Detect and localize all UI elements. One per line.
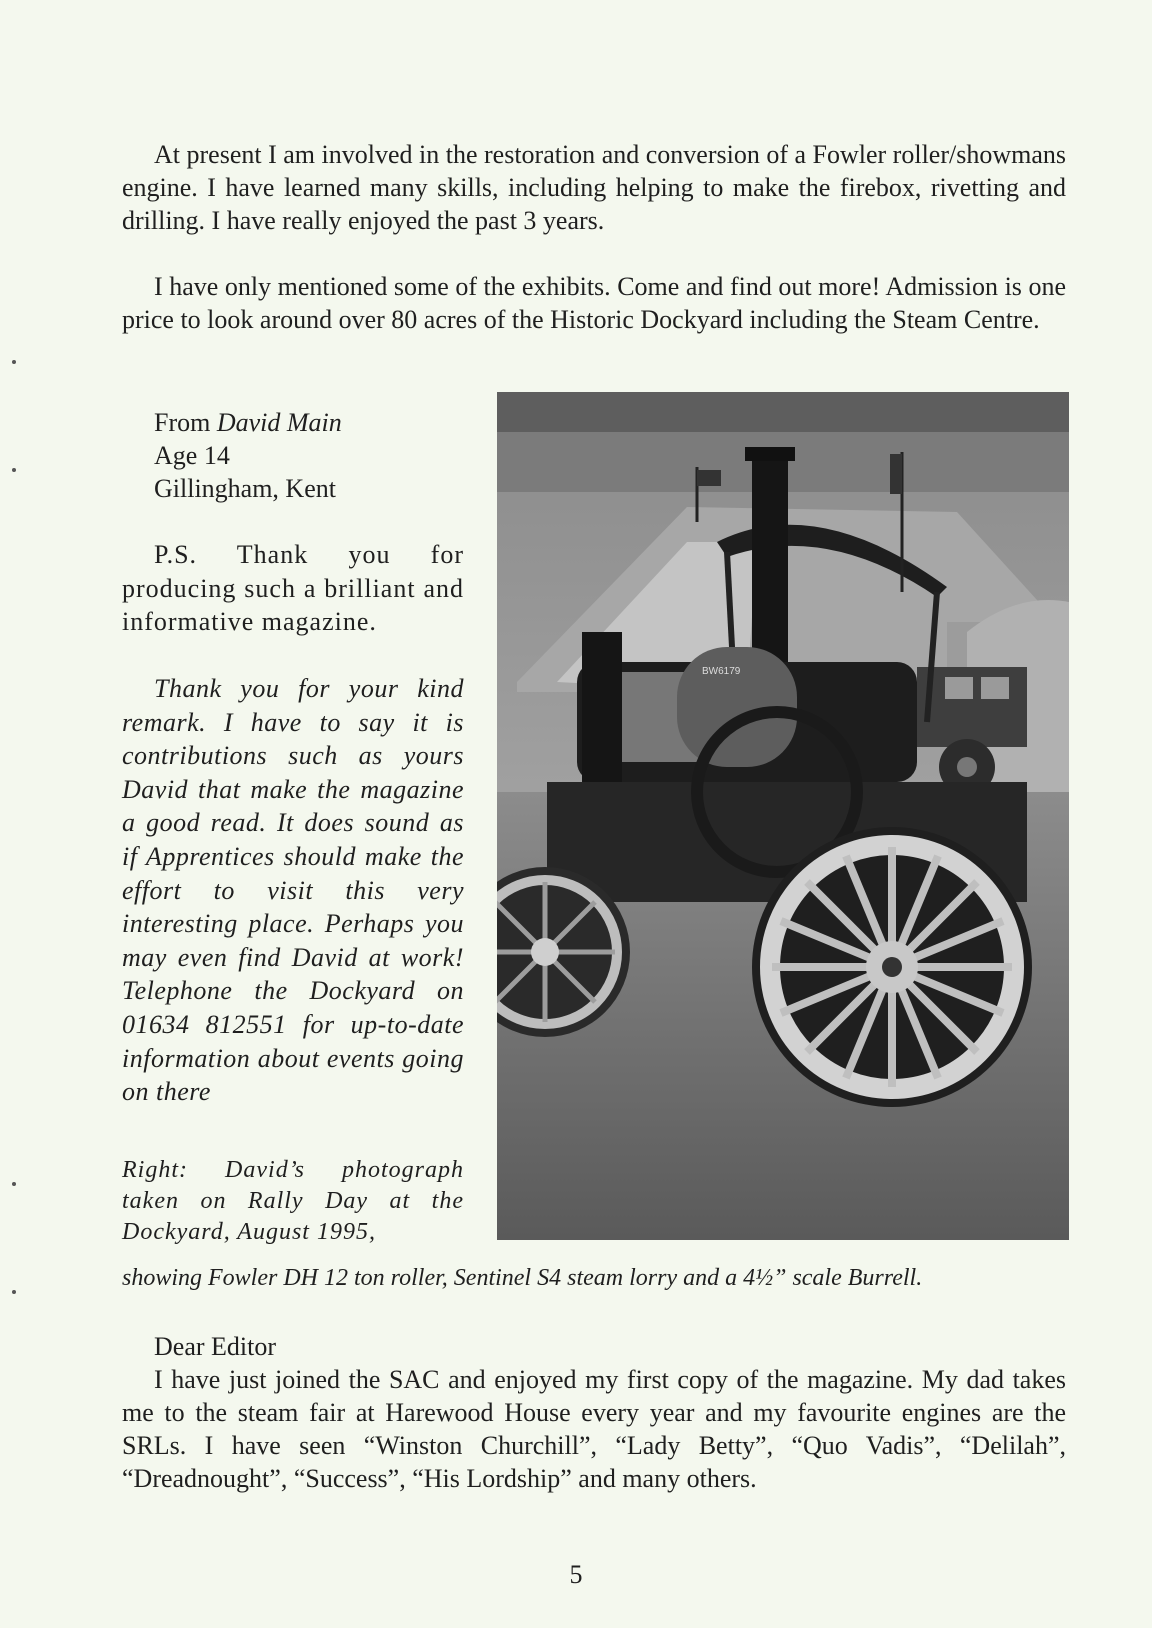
scan-mark <box>12 468 16 472</box>
letter2-salutation: Dear Editor <box>154 1332 277 1361</box>
signature-name: David Main <box>216 408 342 437</box>
letter2-body: I have just joined the SAC and enjoyed my first copy of the magazine. My dad takes me to the steam fair at Harewood House every year and my favourite engines are the SRLs. I have seen “Winston Churchill”, “Lady Betty”, “Quo Vadis”, “Delilah”, “Dreadnought”, “Success”, “His Lordship” and many others. <box>122 1365 1066 1493</box>
page-number: 5 <box>569 1560 583 1589</box>
scan-mark <box>12 1290 16 1294</box>
postscript: P.S. Thank you for producing such a brilliant and informative magazine. <box>122 540 464 637</box>
plate-text: BW6179 <box>702 666 741 677</box>
editor-reply: Thank you for your kind remark. I have to say it is contributions such as yours David that make the magazine a good read. It does sound as if Apprentices should make the effort to visit this very interesting place. Perhaps you may even find David at work! Telephone the Dockyard on 01634 812551 for up-to-date information about events going on there <box>122 674 464 1107</box>
scan-mark <box>12 1182 16 1186</box>
steam-engine-photo <box>497 392 1069 1240</box>
signature-place: Gillingham, Kent <box>154 474 336 503</box>
photo-illustration <box>497 392 1069 1240</box>
scan-mark <box>12 360 16 364</box>
signature-from <box>154 406 342 439</box>
signature-age: Age 14 <box>154 441 230 470</box>
paragraph-admission: I have only mentioned some of the exhibits. Come and find out more! Admission is one price to look around over 80 acres of the Historic Dockyard including the Steam Centre. <box>122 272 1066 334</box>
paragraph-restoration: At present I am involved in the restoration and conversion of a Fowler roller/showmans engine. I have learned many skills, including helping to make the firebox, rivetting and drilling. I have really enjoyed the past 3 years. <box>122 140 1066 235</box>
signature-from-label: From <box>154 408 217 437</box>
caption-part1: Right: David’s photograph taken on Rally Day at the Dockyard, August 1995, <box>122 1157 464 1245</box>
caption-part2: showing Fowler DH 12 ton roller, Sentinel S4 steam lorry and a 4½” scale Burrell. <box>122 1265 923 1291</box>
